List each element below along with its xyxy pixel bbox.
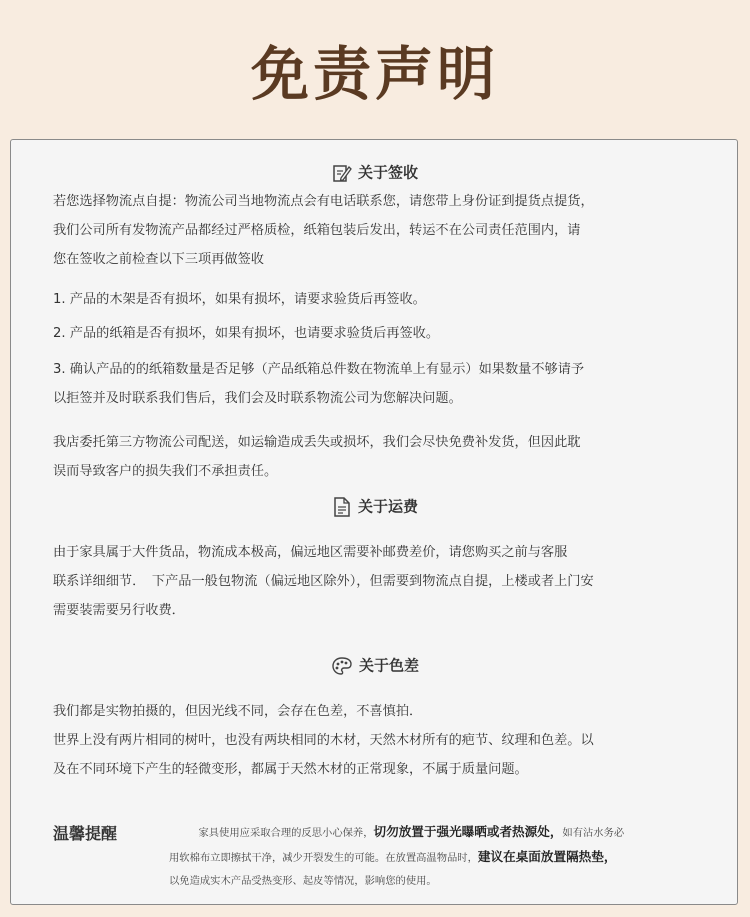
section-heading-color: 关于色差 [11,654,739,677]
section-heading-sign: 关于签收 [11,161,739,184]
section-heading-shipping: 关于运费 [11,495,739,518]
tip-text: 家具使用应采取合理的反思小心保养，切勿放置于强光曝晒或者热源处，如有沾水务必 用软棉布立即擦拭干净，减少开裂发生的可能。在放置高温物品时，建议在桌面放置隔热垫， 以免造成实木产品受热变形、起皮等情况，影响您的使用。 [169,824,625,887]
shipping-text: 由于家具属于大件货品，物流成本极高，偏远地区需要补邮费差价，请您购买之前与客服 联系详细细节． 下产品一般包物流（偏远地区除外），但需要到物流点自提，上楼或者上门安 需要装需要另行收费． [53,545,594,618]
sign-item-3: 3. 确认产品的的纸箱数量是否足够（产品纸箱总件数在物流单上有显示）如果数量不够请予 以拒签并及时联系我们售后，我们会及时联系物流公司为您解决问题。 [53,362,585,406]
sign-note: 我店委托第三方物流公司配送，如运输造成丢失或损坏，我们会尽快免费补发货，但因此耽 误而导致客户的损失我们不承担责任。 [53,435,581,479]
sign-item-2: 2. 产品的纸箱是否有损坏，如果有损坏，也请要求验货后再签收。 [53,326,440,341]
page-title: 免责声明 [250,40,499,108]
sign-intro: 若您选择物流点自提：物流公司当地物流点会有电话联系您，请您带上身份证到提货点提货， 我们公司所有发物流产品都经过严格质检，纸箱包装后发出，转运不在公司责任范围内，请 您在签收之前检查以下三项再做签收 [53,194,594,267]
color-text: 我们都是实物拍摄的，但因光线不同，会存在色差，不喜慎拍． 世界上没有两片相同的树叶，也没有两块相同的木材，天然木材所有的疤节、纹理和色差。以 及在不同环境下产生的轻微变形，都属于天然木材的正常现象，不属于质量问题。 [53,704,594,777]
disclaimer-card [10,139,738,905]
palette-icon [331,656,353,676]
document-icon [332,496,352,518]
tip-heading: 温馨提醒 [53,824,118,843]
sign-item-1: 1. 产品的木架是否有损坏，如果有损坏，请要求验货后再签收。 [53,292,426,307]
pen-document-icon [332,163,352,183]
